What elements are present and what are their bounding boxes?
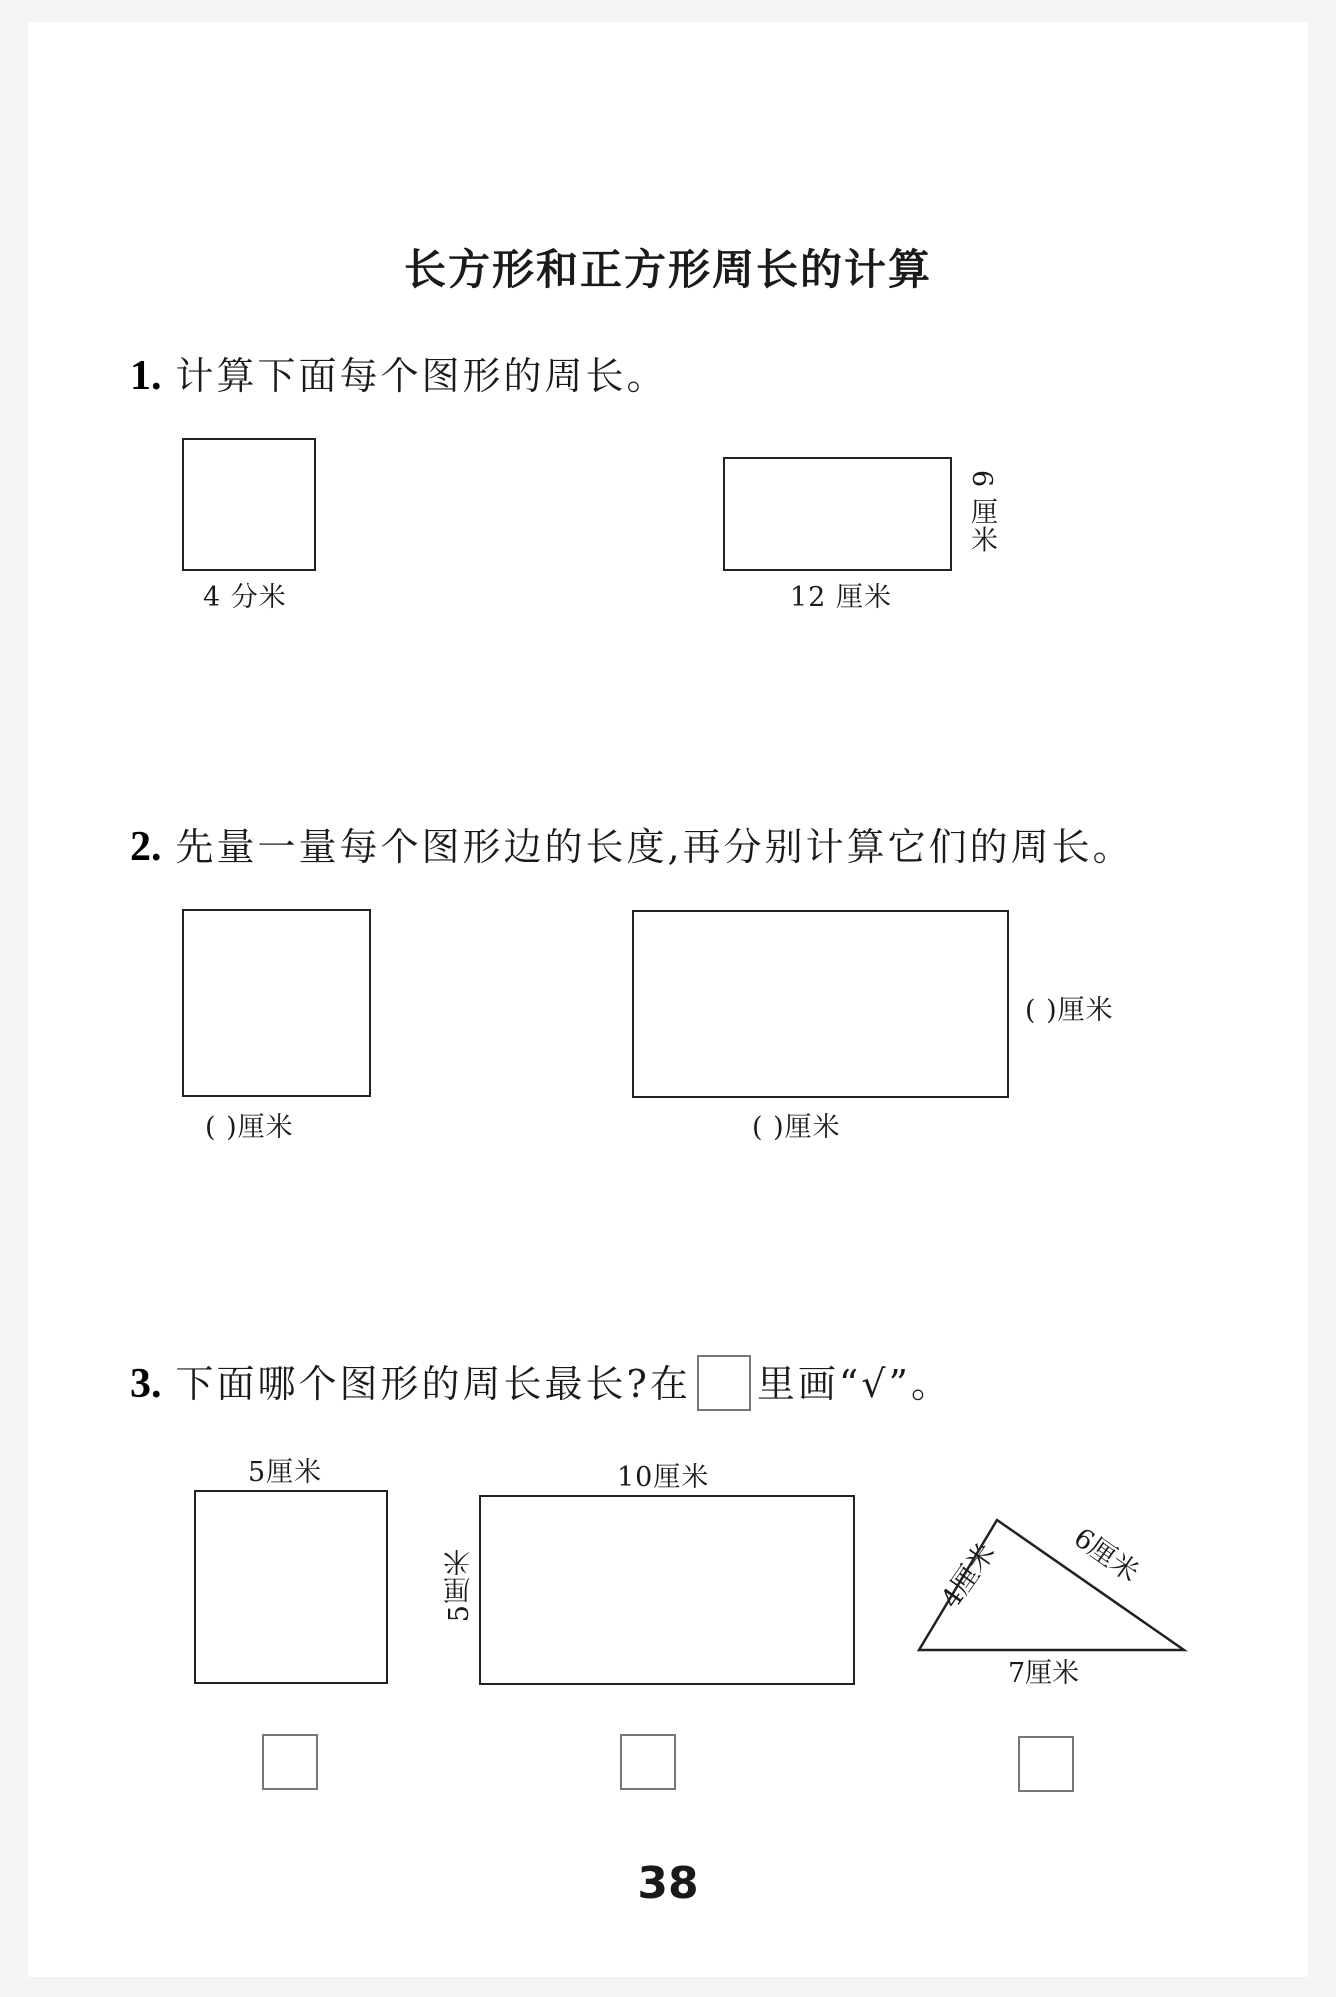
question-1-number: 1. xyxy=(130,353,162,399)
q3-triangle-checkbox[interactable] xyxy=(1018,1736,1074,1792)
q2-rect-side-label: ( )厘米 xyxy=(1025,995,1114,1026)
question-2-heading xyxy=(130,816,1134,871)
q3-square-top-label: 5厘米 xyxy=(248,1457,323,1488)
q3-rectangle-checkbox[interactable] xyxy=(620,1734,676,1790)
question-3-number: 3. xyxy=(130,1361,162,1407)
q3-rect-side-label: 5厘米 xyxy=(444,1548,475,1623)
q3-tri-right-label: 6厘米 xyxy=(1067,1522,1145,1589)
q1-rect-side-label: 6 厘米 xyxy=(966,470,997,554)
question-2-number: 2. xyxy=(130,824,162,870)
q2-rectangle xyxy=(632,910,1009,1098)
q3-triangle-figure xyxy=(900,1500,1200,1700)
q3-rectangle xyxy=(479,1495,855,1685)
q2-rect-bottom-label: ( )厘米 xyxy=(752,1112,841,1143)
question-3-text-after: 里画“√”。 xyxy=(756,1362,952,1406)
page-number: 38 xyxy=(637,1858,699,1909)
page-title: 长方形和正方形周长的计算 xyxy=(403,245,932,294)
q1-rect-bottom-label: 12 厘米 xyxy=(790,582,892,613)
question-1-heading xyxy=(130,345,668,400)
q2-square-label: ( )厘米 xyxy=(205,1112,294,1143)
q1-square xyxy=(182,438,316,571)
question-2-text: 先量一量每个图形边的长度,再分别计算它们的周长。 xyxy=(175,825,1134,869)
inline-checkbox-icon xyxy=(697,1355,751,1411)
q1-square-label: 4 分米 xyxy=(203,582,287,613)
q2-square xyxy=(182,909,371,1097)
q3-tri-left-label: 4厘米 xyxy=(935,1537,1002,1615)
q3-rect-top-label: 10厘米 xyxy=(617,1462,710,1493)
question-3-heading xyxy=(130,1353,952,1411)
question-3-text-before: 下面哪个图形的周长最长?在 xyxy=(175,1362,691,1406)
q3-tri-bottom-label: 7厘米 xyxy=(1008,1658,1080,1689)
q3-square xyxy=(194,1490,388,1684)
q1-rectangle xyxy=(723,457,952,571)
q3-square-checkbox[interactable] xyxy=(262,1734,318,1790)
question-1-text: 计算下面每个图形的周长。 xyxy=(175,354,668,398)
